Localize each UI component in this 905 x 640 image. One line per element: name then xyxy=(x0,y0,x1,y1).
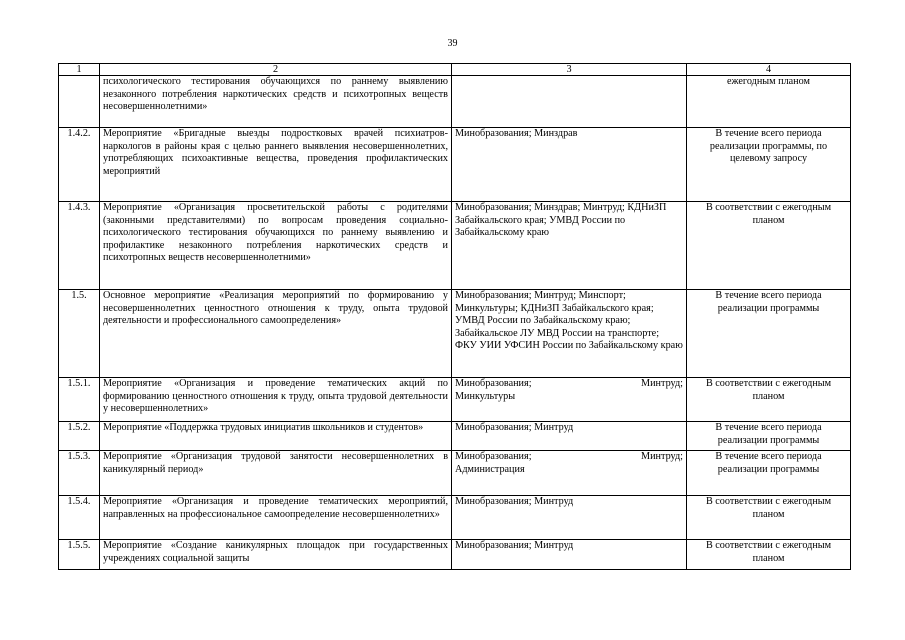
row-number: 1.5.5. xyxy=(59,540,100,570)
row-executor xyxy=(452,378,687,422)
row-activity: Мероприятие «Организация трудовой занятости несовершеннолетних в каникулярный период» xyxy=(100,451,452,496)
executor-part: Минтруд; xyxy=(641,451,683,462)
row-executor: Минобразования; Минтруд xyxy=(452,540,687,570)
row-activity: Мероприятие «Бригадные выезды подростковых врачей психиатров-наркологов в районы края с целью раннего выявления несовершеннолетних, употребляющих психоактивные вещества, проведения профилактических мероприятий xyxy=(100,128,452,202)
row-term: В соответствии с ежегодным планом xyxy=(687,202,851,290)
row-activity: Мероприятие «Организация и проведение тематических акций по формированию ценностного отношения к труду, опыта трудовой деятельности у несовершеннолетних» xyxy=(100,378,452,422)
executor-line xyxy=(455,451,683,464)
executor-line xyxy=(455,378,683,391)
row-activity: Мероприятие «Организация и проведение тематических мероприятий, направленных на профессиональное самоопределение несовершеннолетних» xyxy=(100,496,452,540)
table-row xyxy=(59,290,851,378)
page-number: 39 xyxy=(447,38,458,49)
row-executor xyxy=(452,76,687,128)
row-number: 1.5.2. xyxy=(59,422,100,451)
row-term: В течение всего периода реализации программы xyxy=(687,422,851,451)
executor-part: Минобразования; xyxy=(455,451,532,462)
row-activity: психологического тестирования обучающихся по раннему выявлению незаконного потребления наркотических средств и психотропных веществ несовершеннолетними» xyxy=(100,76,452,128)
executor-part: Администрация xyxy=(455,463,525,475)
row-term: В соответствии с ежегодным планом xyxy=(687,496,851,540)
column-header: 4 xyxy=(687,64,851,76)
row-executor: Минобразования; Минтруд xyxy=(452,496,687,540)
executor-part: Минкультуры xyxy=(455,390,516,402)
row-number: 1.5. xyxy=(59,290,100,378)
table-header-row xyxy=(59,64,851,76)
table-row xyxy=(59,128,851,202)
row-number xyxy=(59,76,100,128)
row-activity: Мероприятие «Создание каникулярных площадок при государственных учреждениях социальной защиты xyxy=(100,540,452,570)
row-executor: Минобразования; Минздрав; Минтруд; КДНиЗП Забайкальского края; УМВД России по Забайкальскому краю xyxy=(452,202,687,290)
row-activity: Мероприятие «Организация просветительской работы с родителями (законными представителями) по вопросам проведения социально-психологического тестирования обучающихся по раннему выявлению и профилактике незаконного потребления наркотических средств и психотропных веществ несовершеннолетними» xyxy=(100,202,452,290)
row-number: 1.5.1. xyxy=(59,378,100,422)
column-header: 3 xyxy=(452,64,687,76)
row-term: ежегодным планом xyxy=(687,76,851,128)
row-term: В течение всего периода реализации программы xyxy=(687,451,851,496)
row-executor: Минобразования; Минтруд xyxy=(452,422,687,451)
table-row xyxy=(59,422,851,451)
row-term: В течение всего периода реализации программы, по целевому запросу xyxy=(687,128,851,202)
row-executor: Минобразования; Минтруд; Минспорт; Минкультуры; КДНиЗП Забайкальского края; УМВД России по Забайкальскому краю; Забайкальское ЛУ МВД России на транспорте; ФКУ УИИ УФСИН России по Забайкальскому краю xyxy=(452,290,687,378)
table-row xyxy=(59,378,851,422)
row-activity: Мероприятие «Поддержка трудовых инициатив школьников и студентов» xyxy=(100,422,452,451)
program-table xyxy=(58,63,851,570)
row-executor xyxy=(452,451,687,496)
table-row xyxy=(59,76,851,128)
table-row xyxy=(59,496,851,540)
executor-part: Минтруд; xyxy=(641,378,683,389)
row-term: В соответствии с ежегодным планом xyxy=(687,378,851,422)
table-row xyxy=(59,451,851,496)
row-number: 1.5.4. xyxy=(59,496,100,540)
row-term: В течение всего периода реализации программы xyxy=(687,290,851,378)
column-header: 1 xyxy=(59,64,100,76)
table-row xyxy=(59,202,851,290)
row-activity: Основное мероприятие «Реализация мероприятий по формированию у несовершеннолетних ценностного отношения к труду, опыта трудовой деятельности и профессионального самоопределения» xyxy=(100,290,452,378)
row-number: 1.4.3. xyxy=(59,202,100,290)
row-term: В соответствии с ежегодным планом xyxy=(687,540,851,570)
column-header: 2 xyxy=(100,64,452,76)
executor-part: Минобразования; xyxy=(455,378,532,389)
row-number: 1.5.3. xyxy=(59,451,100,496)
table-row xyxy=(59,540,851,570)
row-number: 1.4.2. xyxy=(59,128,100,202)
row-executor: Минобразования; Минздрав xyxy=(452,128,687,202)
